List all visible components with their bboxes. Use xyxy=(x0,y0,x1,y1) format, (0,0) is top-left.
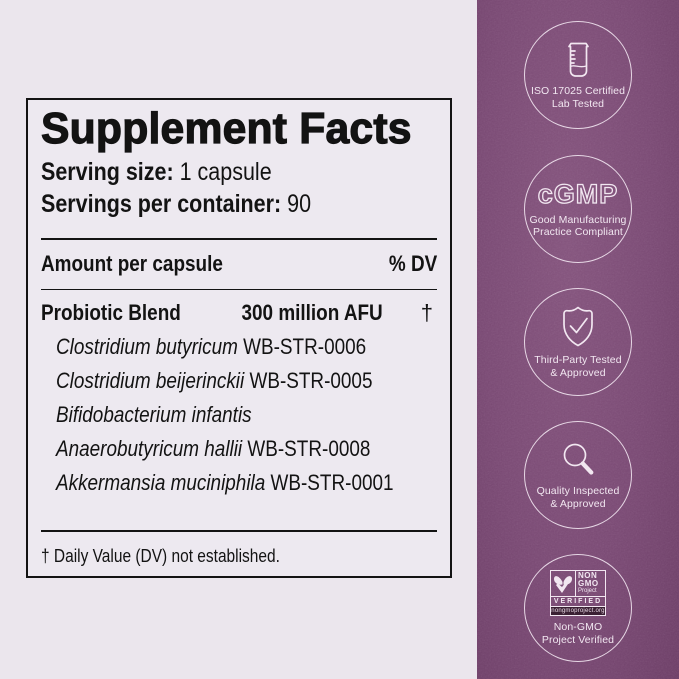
badge-caption: Quality Inspected & Approved xyxy=(536,485,620,510)
serving-size-label: Serving size: xyxy=(41,158,174,186)
badge-caption: ISO 17025 Certified Lab Tested xyxy=(530,85,626,110)
divider-thin xyxy=(41,289,437,290)
seal-gmo: GMO xyxy=(578,579,599,588)
butterfly-icon xyxy=(553,573,573,595)
certification-sidebar xyxy=(477,0,679,679)
blend-dv-dagger: † xyxy=(420,300,433,325)
badge-caption: Good Manufacturing Practice Compliant xyxy=(529,213,627,238)
ingredient-list xyxy=(41,330,437,500)
badge-quality-inspected xyxy=(524,421,632,529)
strain-code: WB-STR-0008 xyxy=(247,436,371,461)
cgmp-outline-text: cGMP xyxy=(537,178,619,209)
seal-verified: VERIFIED xyxy=(551,596,605,606)
servings-value: 90 xyxy=(287,190,312,218)
badge-third-party-tested xyxy=(524,288,632,396)
species-name: Clostridium beijerinckii xyxy=(56,368,245,393)
blend-name: Probiotic Blend xyxy=(41,300,181,325)
ingredient-row xyxy=(41,398,437,432)
species-name: Akkermansia muciniphila xyxy=(56,470,266,495)
serving-info xyxy=(41,156,437,220)
ingredient-row xyxy=(41,432,437,466)
badge-non-gmo xyxy=(524,554,632,662)
title-text: Supplement Facts xyxy=(41,104,412,153)
blend-amount: 300 million AFU xyxy=(241,300,383,325)
percent-dv-header: % DV xyxy=(388,251,437,276)
supplement-facts-panel xyxy=(26,98,452,578)
amount-header-row xyxy=(41,240,437,289)
badge-cgmp xyxy=(524,155,632,263)
magnifier-icon xyxy=(558,440,598,480)
divider-thick-bottom xyxy=(41,530,437,532)
badge-caption: Non-GMO Project Verified xyxy=(541,621,615,646)
strain-code: WB-STR-0005 xyxy=(249,368,373,393)
serving-size-value: 1 capsule xyxy=(179,158,272,186)
non-gmo-project-seal xyxy=(550,570,606,616)
badge-iso-lab-tested xyxy=(524,21,632,129)
species-name: Clostridium butyricum xyxy=(56,334,238,359)
seal-non: NON xyxy=(578,571,598,580)
ingredient-row xyxy=(41,330,437,364)
badge-caption: Third-Party Tested & Approved xyxy=(534,354,622,379)
shield-check-icon xyxy=(557,305,599,349)
strain-code: WB-STR-0006 xyxy=(243,334,367,359)
ingredient-row xyxy=(41,364,437,398)
supplement-facts-title xyxy=(41,106,437,152)
ingredient-row xyxy=(41,466,437,500)
serving-size-line xyxy=(41,156,437,188)
probiotic-blend-row xyxy=(41,296,437,330)
beaker-icon xyxy=(561,40,595,80)
species-name: Anaerobutyricum hallii xyxy=(56,436,243,461)
dv-footnote: † Daily Value (DV) not established. xyxy=(41,546,280,566)
seal-url: nongmoproject.org xyxy=(551,608,605,614)
species-name: Bifidobacterium infantis xyxy=(56,402,252,427)
amount-per-capsule-header: Amount per capsule xyxy=(41,251,223,276)
servings-per-container-line xyxy=(41,188,437,220)
strain-code: WB-STR-0001 xyxy=(270,470,394,495)
servings-label: Servings per container: xyxy=(41,190,282,218)
seal-project: Project xyxy=(578,588,597,594)
